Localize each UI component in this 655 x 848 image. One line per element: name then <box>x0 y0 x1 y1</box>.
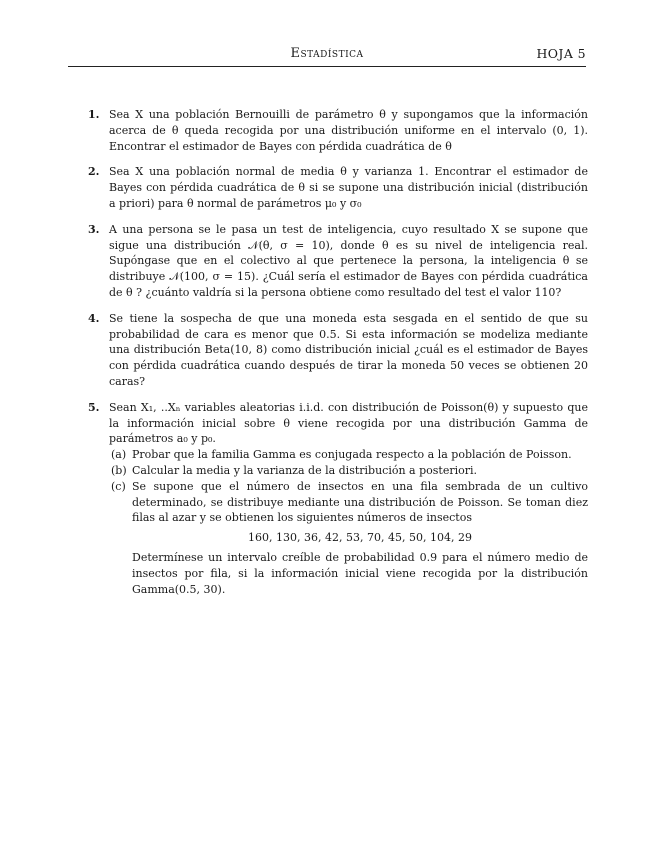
subproblem-c <box>109 479 588 598</box>
subproblem-text: Probar que la familia Gamma es conjugada respecto a la población de Poisson. <box>132 448 572 462</box>
subproblem-a <box>109 447 588 463</box>
problem-text: Sea X una población normal de media θ y varianza 1. Encontrar el estimador de Bayes con pérdida cuadrática de θ si se supone una distribución inicial (distribución a priori) para θ normal de parámetros μ₀ y σ₀ <box>109 165 588 210</box>
problem-3 <box>88 222 588 301</box>
problem-text: A una persona se le pasa un test de inteligencia, cuyo resultado X se supone que sigue una distribución 𝒩(θ, σ = 10), donde θ es su nivel de inteligencia real. Supóngase que en el colectivo al que pertenece la persona, la inteligencia θ se distribuye 𝒩(100, σ = 15). ¿Cuál sería el estimador de Bayes con pérdida cuadrática de θ ? ¿cuánto valdría si la persona obtiene como resultado del test el valor 110? <box>109 222 588 299</box>
insect-counts: 160, 130, 36, 42, 53, 70, 45, 50, 104, 29 <box>248 531 472 545</box>
subproblem-label: (a) <box>111 448 127 462</box>
subproblem-label: (b) <box>111 463 127 477</box>
problem-2 <box>88 164 588 211</box>
problem-number: 4. <box>88 311 100 325</box>
problem-number: 3. <box>88 222 100 236</box>
problem-number: 2. <box>88 165 100 179</box>
problem-text: Sean X₁, ..Xₙ variables aleatorias i.i.d. con distribución de Poisson(θ) y supuesto que la información inicial sobre θ viene recogida por una distribución Gamma de parámetros a₀ y p₀. <box>109 400 588 446</box>
problem-text: Se tiene la sospecha de que una moneda esta sesgada en el sentido de que su probabilidad de cara es menor que 0.5. Si esta información se modeliza mediante una distribución Beta(10, 8) como distribución inicial ¿cuál es el estimador de Bayes con pérdida cuadrática cuando después de tirar la moneda 50 veces se obtienen 20 caras? <box>109 311 588 388</box>
sheet-number: HOJA 5 <box>536 46 586 61</box>
subproblem-closing: Determínese un intervalo creíble de probabilidad 0.9 para el número medio de insectos por fila, si la información inicial viene recogida por la distribución Gamma(0.5, 30). <box>132 550 588 596</box>
problem-list <box>88 107 588 607</box>
problem-number: 5. <box>88 400 100 414</box>
problem-number: 1. <box>88 108 100 121</box>
page-title: Estadística <box>290 46 364 61</box>
subproblem-text: Se supone que el número de insectos en una fila sembrada de un cultivo determinado, se distribuye mediante una distribución de Poisson. Se toman diez filas al azar y se obtienen los siguientes números de insectos <box>132 479 588 525</box>
problem-1 <box>88 107 588 154</box>
problem-5 <box>88 400 588 598</box>
subproblem-label: (c) <box>111 479 126 493</box>
subproblem-text: Calcular la media y la varianza de la distribución a posteriori. <box>132 463 478 477</box>
problem-4 <box>88 311 588 390</box>
problem-text: Sea X una población Bernouilli de parámetro θ y supongamos que la información acerca de θ queda recogida por una distribución uniforme en el intervalo (0, 1). Encontrar el estimador de Bayes con pérdida cuadrática de θ <box>109 108 588 153</box>
subproblem-list <box>109 447 588 597</box>
subproblem-b <box>109 463 588 479</box>
page-header <box>68 44 586 67</box>
